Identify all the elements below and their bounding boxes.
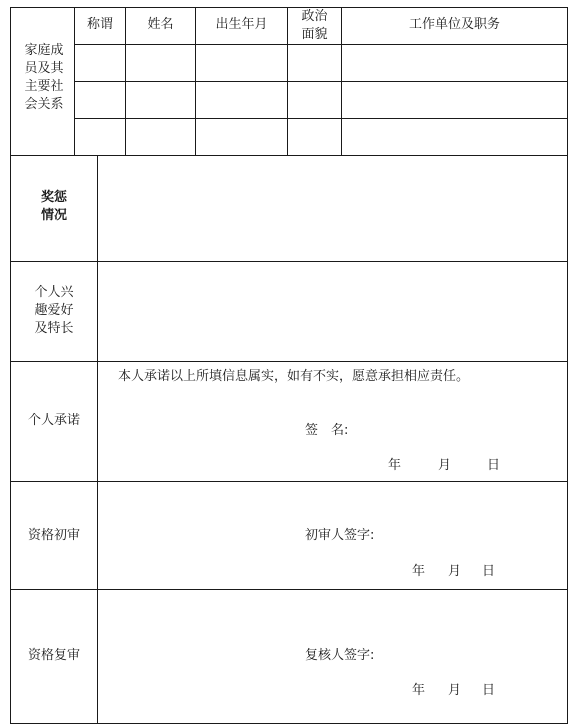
hobbies-bottom [10,361,568,362]
initial-review-sign-label: 初审人签字: [305,528,375,543]
family-cell-relation[interactable] [75,82,125,118]
initial-review-date-day: 日 [482,564,496,579]
promise-bottom [10,481,568,482]
header-relation: 称谓 [86,17,113,32]
initial-review-bottom [10,589,568,590]
header-politics [288,8,341,44]
table-right-border [567,7,568,724]
family-cell-birth[interactable] [196,119,287,155]
initial-review-date-month: 月 [448,564,462,579]
hobbies-content[interactable] [98,262,567,361]
promise-statement: 本人承诺以上所填信息属实，如有不实，愿意承担相应责任。 [118,369,470,384]
header-name: 姓名 [147,17,174,32]
family-cell-politics[interactable] [288,119,341,155]
family-cell-relation[interactable] [75,119,125,155]
family-cell-name[interactable] [126,119,195,155]
awards-label-line-2: 情况 [40,208,67,223]
header-work: 工作单位及职务 [408,17,500,32]
final-review-date-day: 日 [482,683,496,698]
family-cell-birth[interactable] [196,82,287,118]
hobbies-label-line-3: 及特长 [34,321,74,336]
family-cell-name[interactable] [126,82,195,118]
promise-date-month: 月 [438,458,452,473]
family-row-label-line-1: 家庭成 [24,43,64,58]
hobbies-label-line-2: 趣爱好 [34,303,74,318]
table-left-border [10,7,11,724]
table-bottom-border [10,723,568,724]
promise-date-year: 年 [388,458,402,473]
family-row [75,45,567,81]
initial-review-date-year: 年 [412,564,426,579]
final-review-date-month: 月 [448,683,462,698]
family-cell-politics[interactable] [288,45,341,81]
awards-content[interactable] [98,156,567,261]
awards-label-line-1: 奖惩 [40,190,67,205]
final-review-date-year: 年 [412,683,426,698]
hobbies-label-line-1: 个人兴 [34,285,74,300]
promise-label: 个人承诺 [27,413,80,428]
family-cell-name[interactable] [126,45,195,81]
family-row-label-line-2: 员及其 [24,61,64,76]
family-cell-birth[interactable] [196,45,287,81]
family-row-label-line-3: 主要社 [24,79,64,94]
header-politics-line-2: 面貌 [301,27,328,42]
final-review-label: 资格复审 [27,648,80,663]
family-cell-politics[interactable] [288,82,341,118]
family-row-label [16,42,72,114]
family-cell-work[interactable] [342,82,567,118]
final-review-sign-label: 复核人签字: [305,648,375,663]
family-cell-work[interactable] [342,45,567,81]
header-birth: 出生年月 [215,17,268,32]
family-cell-relation[interactable] [75,45,125,81]
initial-review-label: 资格初审 [27,528,80,543]
family-row-label-line-4: 会关系 [24,97,64,112]
hobbies-label [11,284,97,338]
family-row [75,119,567,155]
family-row [75,82,567,118]
promise-date-day: 日 [487,458,501,473]
header-politics-line-1: 政治 [301,9,328,24]
family-cell-work[interactable] [342,119,567,155]
awards-label [11,189,97,225]
promise-sign-label: 签 名: [305,423,349,438]
